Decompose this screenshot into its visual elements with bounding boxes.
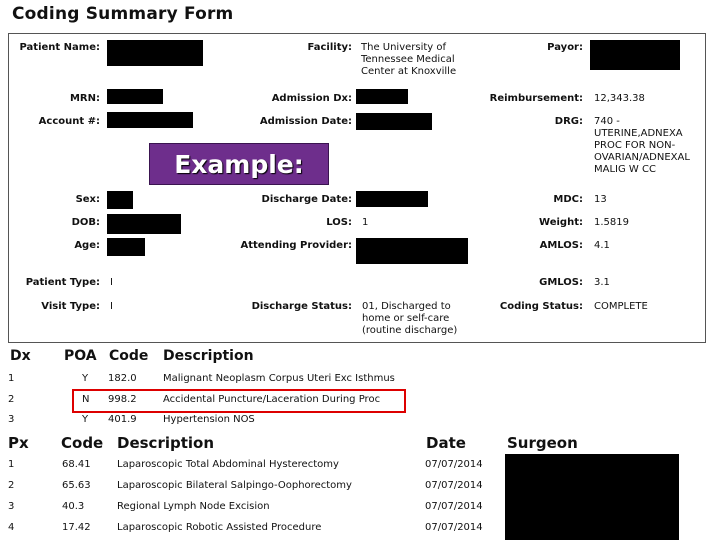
age-label: Age: — [74, 240, 100, 251]
px-row-3-n: 3 — [8, 501, 15, 512]
facility-value: The University of Tennessee Medical Center at Knoxville — [361, 42, 457, 77]
dx-row-2-code: 998.2 — [108, 394, 137, 405]
px-row-2-desc: Laparoscopic Bilateral Salpingo-Oophorectomy — [117, 480, 352, 491]
redacted-age — [107, 238, 145, 256]
dx-row-1-poa: Y — [82, 373, 89, 384]
redacted-payor — [590, 40, 680, 70]
px-row-3-code: 40.3 — [62, 501, 85, 512]
redacted-attending-provider — [356, 238, 468, 264]
weight-value: 1.5819 — [594, 217, 629, 228]
dx-row-2-n: 2 — [8, 394, 15, 405]
admission-date-label: Admission Date: — [259, 116, 352, 127]
dx-header-poa: POA — [64, 348, 97, 364]
account-label: Account #: — [38, 116, 100, 127]
px-header-date: Date — [426, 434, 466, 452]
px-row-4-n: 4 — [8, 522, 15, 533]
reimbursement-value: 12,343.38 — [594, 93, 645, 104]
px-row-1-date: 07/07/2014 — [425, 459, 483, 470]
example-banner: Example: — [149, 143, 329, 185]
discharge-status-label: Discharge Status: — [251, 301, 352, 312]
los-label: LOS: — [326, 217, 352, 228]
redacted-dob — [107, 214, 181, 234]
redacted-patient-name — [107, 40, 203, 66]
dx-header-code: Code — [109, 348, 149, 364]
px-row-2-code: 65.63 — [62, 480, 91, 491]
dx-row-2-poa: N — [82, 394, 90, 405]
visit-type-value: I — [110, 301, 113, 312]
px-row-4-code: 17.42 — [62, 522, 91, 533]
discharge-status-value: 01, Discharged to home or self-care (routine discharge) — [362, 301, 458, 336]
dx-row-3-desc: Hypertension NOS — [163, 414, 255, 425]
weight-label: Weight: — [539, 217, 583, 228]
px-header-description: Description — [117, 434, 215, 452]
coding-status-label: Coding Status: — [499, 301, 583, 312]
mdc-label: MDC: — [553, 194, 583, 205]
patient-name-label: Patient Name: — [19, 42, 100, 53]
discharge-date-label: Discharge Date: — [261, 194, 352, 205]
redacted-surgeon — [505, 454, 679, 540]
px-row-1-n: 1 — [8, 459, 15, 470]
dx-row-3-poa: Y — [82, 414, 89, 425]
px-row-4-desc: Laparoscopic Robotic Assisted Procedure — [117, 522, 322, 533]
attending-provider-label: Attending Provider: — [240, 240, 352, 251]
summary-box — [8, 33, 706, 343]
dx-header-description: Description — [163, 348, 254, 364]
redacted-mrn — [107, 89, 163, 104]
px-row-4-date: 07/07/2014 — [425, 522, 483, 533]
dob-label: DOB: — [71, 217, 100, 228]
px-row-3-desc: Regional Lymph Node Excision — [117, 501, 270, 512]
form-title: Coding Summary Form — [12, 4, 234, 24]
px-row-3-date: 07/07/2014 — [425, 501, 483, 512]
dx-row-1-desc: Malignant Neoplasm Corpus Uteri Exc Isthmus — [163, 373, 395, 384]
dx-row-3-code: 401.9 — [108, 414, 137, 425]
drg-value: 740 - UTERINE,ADNEXA PROC FOR NON- OVARIAN/ADNEXAL MALIG W CC — [594, 116, 690, 175]
facility-label: Facility: — [307, 42, 352, 53]
px-row-1-code: 68.41 — [62, 459, 91, 470]
sex-label: Sex: — [75, 194, 100, 205]
px-row-1-desc: Laparoscopic Total Abdominal Hysterectomy — [117, 459, 339, 470]
dx-row-1-n: 1 — [8, 373, 15, 384]
payor-label: Payor: — [547, 42, 583, 53]
patient-type-value: I — [110, 277, 113, 288]
px-row-2-date: 07/07/2014 — [425, 480, 483, 491]
px-header-px: Px — [8, 434, 29, 452]
dx-header-dx: Dx — [10, 348, 31, 364]
redacted-admission-dx — [356, 89, 408, 104]
amlos-value: 4.1 — [594, 240, 610, 251]
los-value: 1 — [362, 217, 369, 228]
visit-type-label: Visit Type: — [41, 301, 100, 312]
coding-status-value: COMPLETE — [594, 301, 648, 312]
px-row-2-n: 2 — [8, 480, 15, 491]
dx-row-2-desc: Accidental Puncture/Laceration During Proc — [163, 394, 381, 405]
reimbursement-label: Reimbursement: — [489, 93, 583, 104]
px-header-surgeon: Surgeon — [507, 434, 578, 452]
redacted-sex — [107, 191, 133, 209]
admission-dx-label: Admission Dx: — [271, 93, 352, 104]
patient-type-label: Patient Type: — [25, 277, 100, 288]
dx-row-3-n: 3 — [8, 414, 15, 425]
mrn-label: MRN: — [69, 93, 100, 104]
drg-label: DRG: — [554, 116, 583, 127]
redacted-account — [107, 112, 193, 128]
redacted-admission-date — [356, 113, 432, 130]
gmlos-value: 3.1 — [594, 277, 610, 288]
px-header-code: Code — [61, 434, 104, 452]
gmlos-label: GMLOS: — [539, 277, 583, 288]
amlos-label: AMLOS: — [539, 240, 583, 251]
mdc-value: 13 — [594, 194, 607, 205]
dx-row-1-code: 182.0 — [108, 373, 137, 384]
redacted-discharge-date — [356, 191, 428, 207]
